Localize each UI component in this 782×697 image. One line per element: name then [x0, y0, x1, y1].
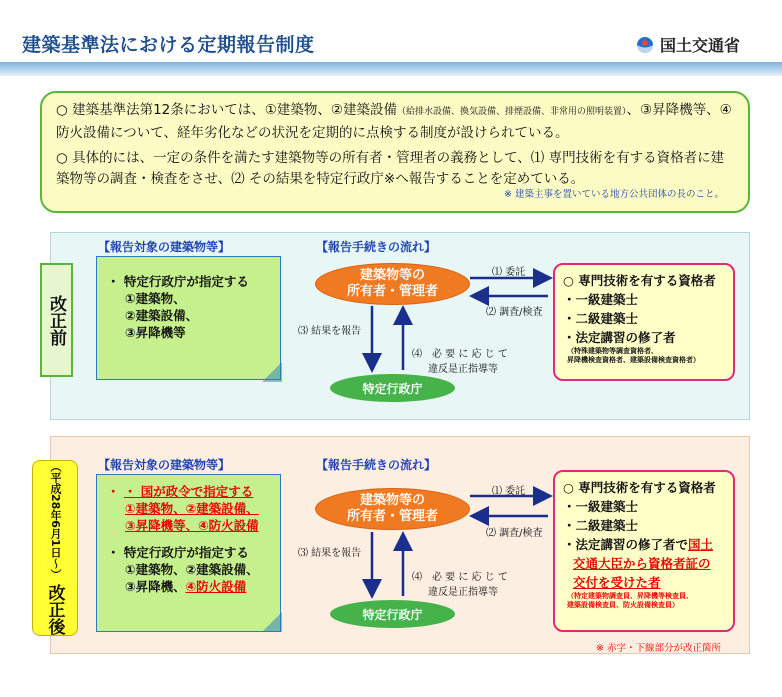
before-guide-label-2: 違反是正指導等 — [428, 364, 498, 375]
before-qual-2: ・法定講習の修了者 — [563, 330, 676, 345]
after-qual-2 — [563, 535, 725, 554]
before-qual-heading: ○ 専門技術を有する資格者 — [563, 273, 716, 288]
after-owner-line1: 建築物等の — [359, 493, 425, 508]
after-gov-ellipse: 特定行政庁 — [330, 600, 455, 628]
after-qual-0: ・一級建築士 — [563, 499, 639, 514]
before-flow-heading: 【報告手続きの流れ】 — [316, 240, 437, 254]
intro-paragraph-2: ○ 具体的には、一定の条件を満たす建築物等の所有者・管理者の義務として、⑴ 専門技術を有する資格者に建築物等の調査・検査をさせ、⑵ その結果を特定行政庁※へ報告することを定めている。 — [56, 150, 725, 187]
after-guide-label-1: ⑷ 必 要 に 応 じ て — [412, 572, 508, 583]
before-owner-line2: 所有者・管理者 — [346, 284, 438, 299]
after-side-main: 改正後 — [44, 583, 65, 635]
before-gov-ellipse: 特定行政庁 — [330, 374, 455, 402]
after-qual-heading: ○ 専門技術を有する資格者 — [563, 480, 716, 495]
after-target-2-text: ③昇降機、 — [125, 579, 186, 594]
after-target-red-0: ・ ・ 国が政令で指定する — [107, 484, 254, 499]
before-side-label: 改正前 — [40, 263, 73, 377]
after-qualified-box — [553, 470, 735, 632]
before-qual-1: ・二級建築士 — [563, 311, 639, 326]
after-target-0: ・ 特定行政庁が指定する — [107, 545, 249, 560]
before-target-0: ・ 特定行政庁が指定する — [107, 274, 249, 289]
after-target-2-red: ④防火設備 — [185, 579, 247, 594]
ministry-name: 国土交通省 — [660, 36, 741, 55]
before-qual-0: ・一級建築士 — [563, 292, 639, 307]
after-target-red-0-text: ・ 国が政令で指定する — [123, 484, 254, 499]
after-report-label: ⑶ 結果を報告 — [298, 548, 362, 559]
after-owner-line2: 所有者・管理者 — [346, 509, 438, 524]
after-side-date: （平成28年6月1日〜） — [49, 461, 62, 580]
after-inspect-label: ⑵ 調査/検査 — [486, 528, 543, 539]
intro-p1-text-b: 、③昇降機等、④防火設備について、経年劣化などの状況を定期的に点検する制度が設けられている。 — [56, 102, 732, 141]
page-title: 建築基準法における定期報告制度 — [22, 34, 315, 56]
before-target-1: ①建築物、 — [125, 291, 186, 306]
after-target-red-1: ①建築物、②建築設備、 — [125, 501, 259, 516]
before-qual-small-0: （特殊建築物等調査資格者、 — [567, 347, 658, 355]
after-qual-small-0: （特定建築物調査員、昇降機等検査員、 — [567, 592, 693, 600]
after-qual-red-1: 国土 — [688, 537, 714, 552]
after-qual-red-2: 交通大臣から資格者証の — [573, 556, 711, 571]
intro-p1-small: （給排水設備、換気設備、排煙設備、非常用の照明装置） — [396, 107, 627, 117]
intro-note: ※ 建築主事を置いている地方公共団体の長のこと。 — [504, 189, 724, 200]
after-qual-red-3: 交付を受けた者 — [573, 575, 661, 590]
after-qual-small-1: 建築設備検査員、防火設備検査員） — [567, 601, 679, 609]
after-qual-1: ・二級建築士 — [563, 518, 639, 533]
before-target-3: ③昇降機等 — [125, 325, 186, 340]
before-owner-line1: 建築物等の — [359, 268, 425, 283]
before-guide-label-1: ⑷ 必 要 に 応 じ て — [412, 349, 508, 360]
before-qual-small-1: 昇降機検査資格者、建築設備検査資格者） — [567, 356, 700, 364]
before-entrust-label: ⑴ 委託 — [492, 267, 526, 278]
before-targets-heading: 【報告対象の建築物等】 — [98, 240, 231, 254]
after-target-1: ①建築物、②建築設備、 — [125, 562, 259, 577]
footnote: ※ 赤字・下線部分が改正箇所 — [596, 643, 721, 654]
after-entrust-label: ⑴ 委託 — [492, 486, 526, 497]
after-targets-heading: 【報告対象の建築物等】 — [98, 458, 231, 472]
after-flow-heading: 【報告手続きの流れ】 — [316, 458, 437, 472]
before-inspect-label: ⑵ 調査/検査 — [486, 307, 543, 318]
after-qual-2-text: ・法定講習の修了者で — [563, 537, 689, 552]
after-target-red-2: ③昇降機等、④防火設備 — [125, 518, 259, 533]
before-target-2: ②建築設備、 — [125, 308, 199, 323]
intro-p1-text: ○ 建築基準法第12条においては、①建築物、②建築設備 — [56, 102, 397, 118]
before-report-label: ⑶ 結果を報告 — [298, 326, 362, 337]
after-guide-label-2: 違反是正指導等 — [428, 587, 498, 598]
